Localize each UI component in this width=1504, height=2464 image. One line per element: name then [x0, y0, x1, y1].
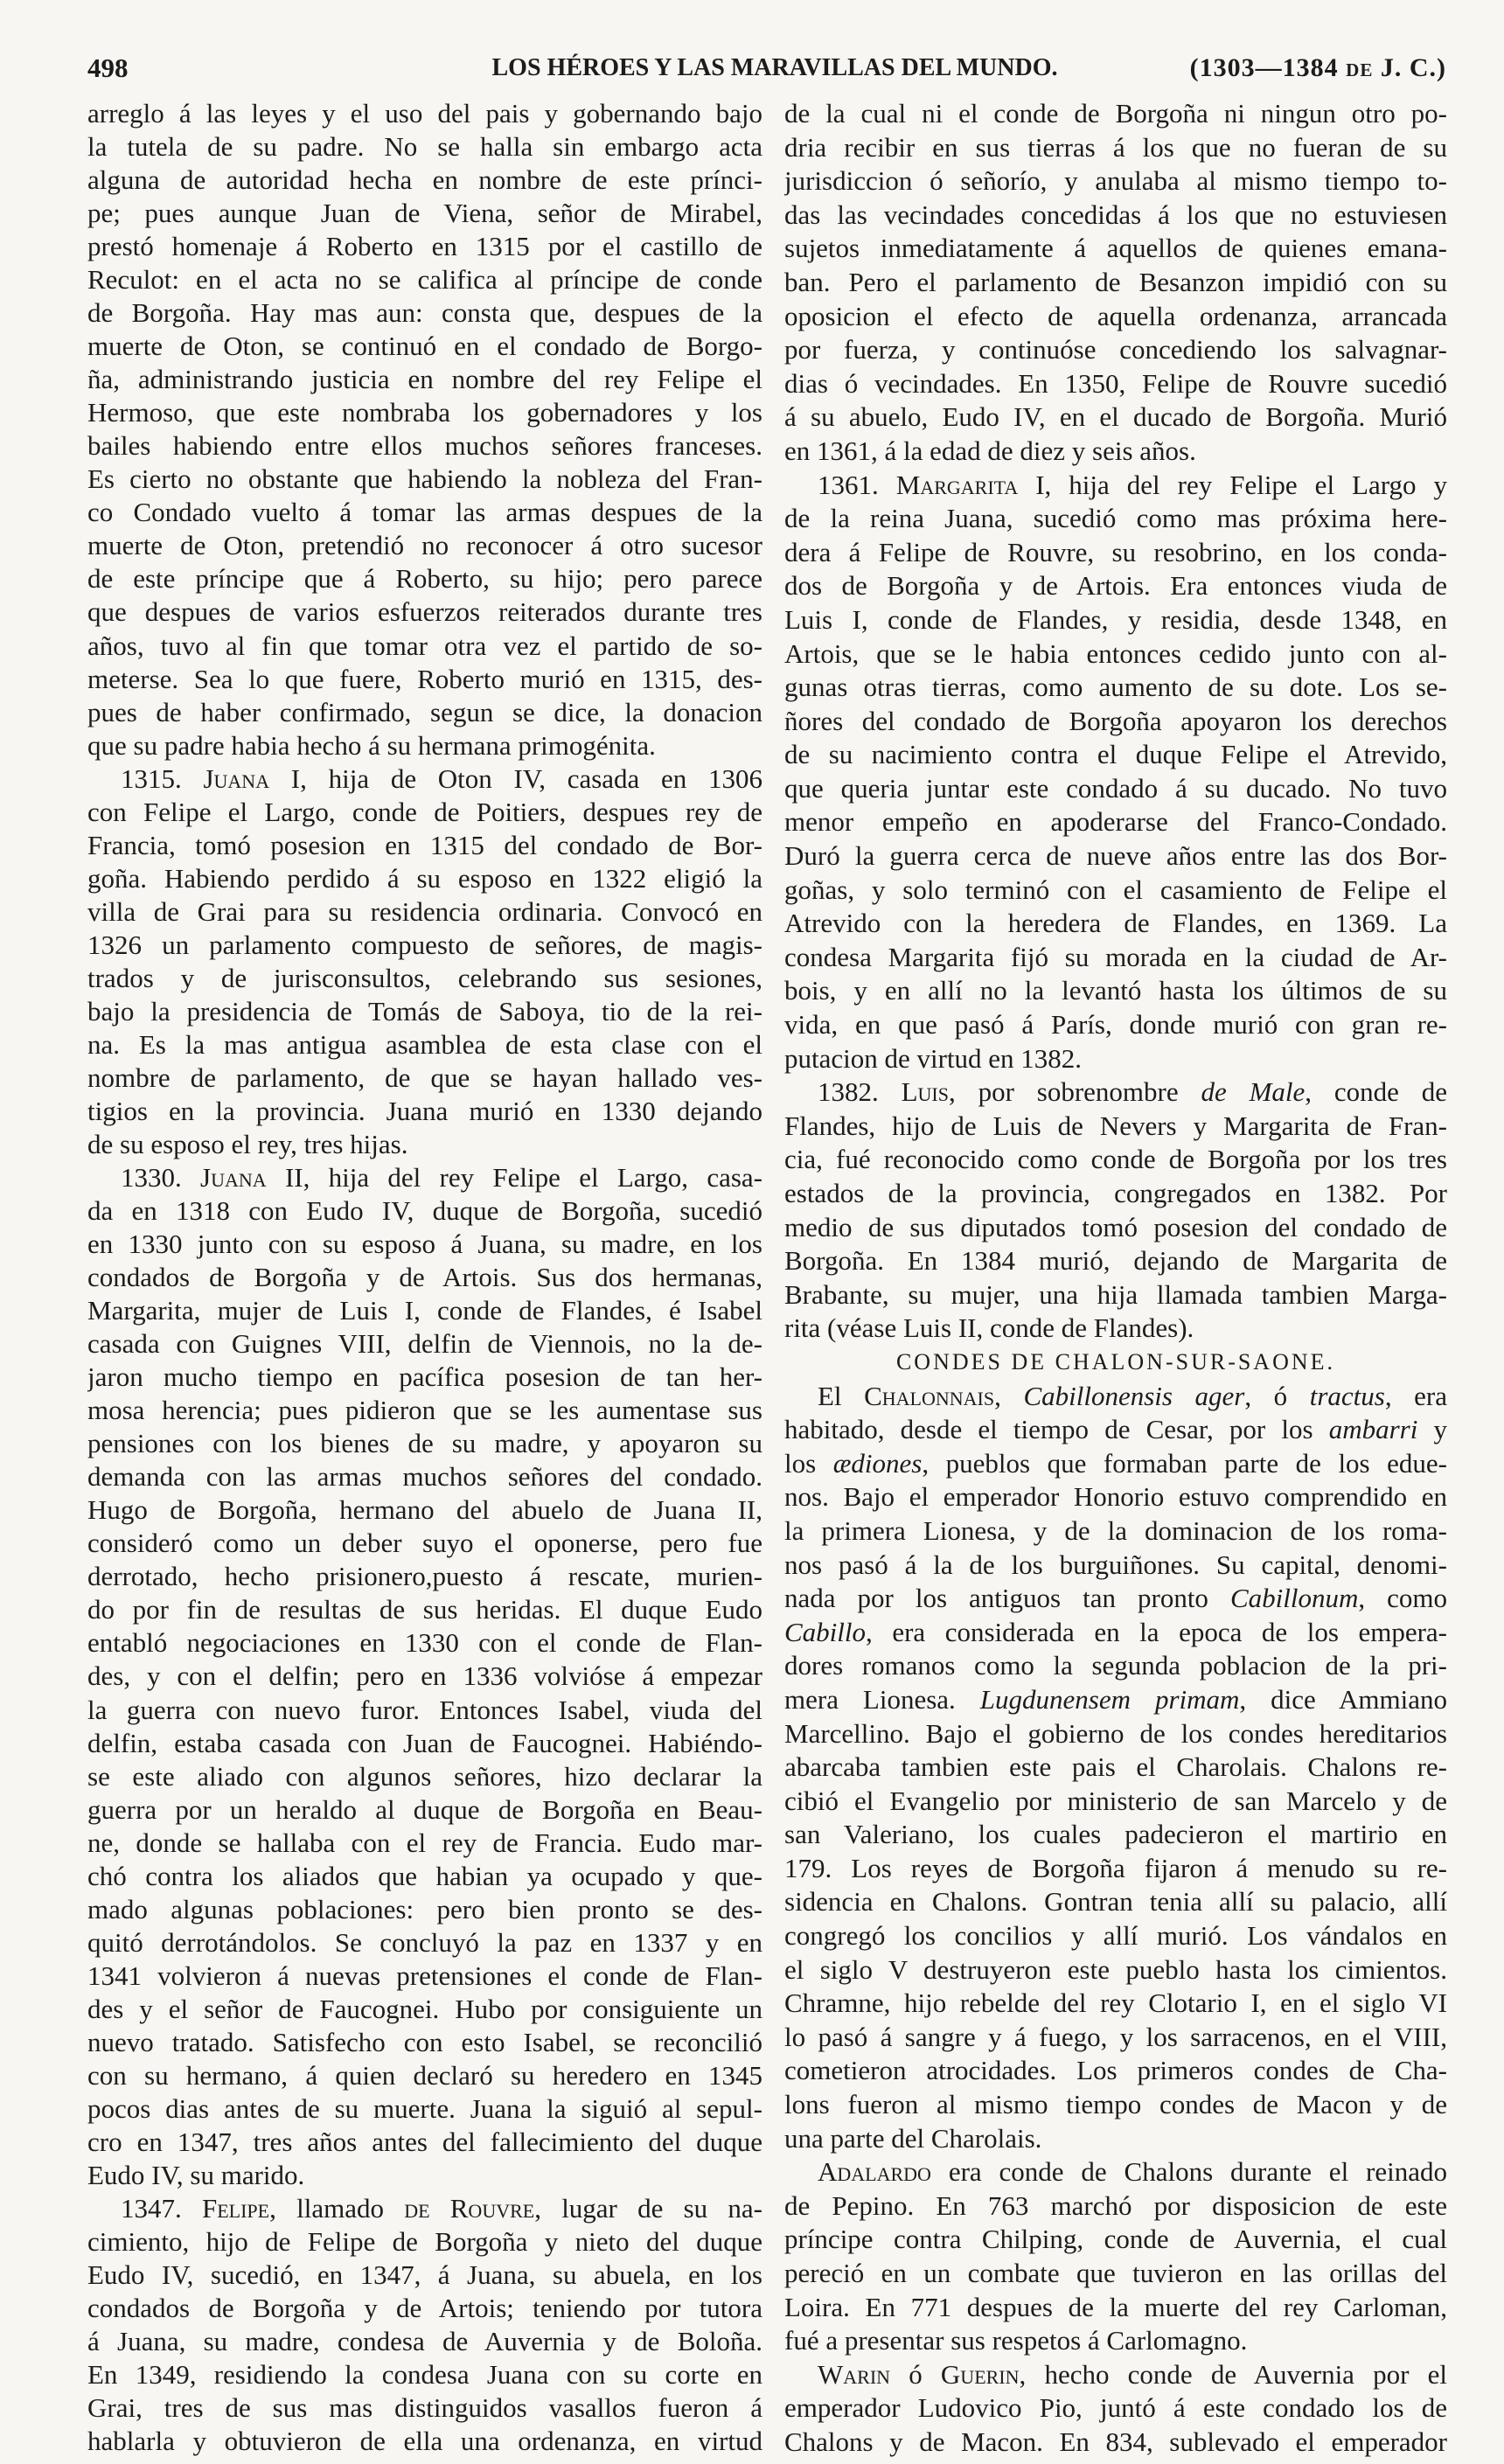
text-line: dria recibir en sus tierras á los que no fueran de su: [784, 131, 1447, 163]
text-line: sidencia en Chalons. Gontran tenia allí su palacio, allí: [784, 1886, 1447, 1918]
text-line: nos pasó á la de los burguiñones. Su capital, denomi-: [784, 1549, 1447, 1580]
italic-term: de Male: [1201, 1076, 1306, 1108]
text-line: casada con Guignes VIII, delfin de Viennois, no la de-: [87, 1328, 762, 1360]
text-line: dos de Borgoña y de Artois. Era entonces viuda de: [784, 570, 1447, 602]
text-line: Atrevido con la heredera de Flandes, en 1369. La: [784, 908, 1447, 939]
text-line: [87, 762, 762, 796]
text-line: gunas otras tierras, como aumento de su dote. Los se-: [784, 672, 1447, 703]
text-line: do por fin de resultas de sus heridas. El duque Eudo: [87, 1594, 762, 1625]
text-line: Francia, tomó posesion en 1315 del condado de Bor-: [87, 829, 762, 860]
date-range-era: de: [1346, 53, 1374, 82]
text-line: Flandes, hijo de Luis de Nevers y Margarita de Fran-: [784, 1110, 1447, 1141]
text-line: Artois, que se le habia entonces cedido junto con al-: [784, 637, 1447, 669]
italic-term: ædiones: [832, 1447, 923, 1479]
text-run: , era: [1384, 1380, 1447, 1411]
text-line: Hermoso, que este nombraba los gobernadores y los: [87, 397, 762, 428]
text-line: Grai, tres de sus mas distinguidos vasallos fueron á: [87, 2392, 762, 2424]
text-line: meterse. Sea lo que fuere, Roberto murió en 1315, des-: [87, 663, 762, 694]
text-line: Eudo IV, sucedió, en 1347, á Juana, su abuela, en los: [87, 2259, 762, 2291]
text-line: [784, 1616, 1447, 1649]
italic-term: ambarri: [1328, 1414, 1418, 1445]
text-line: pues de haber confirmado, segun se dice, la donacion: [87, 696, 762, 727]
text-run: , conde de: [1305, 1076, 1447, 1108]
text-line: guerra por un heraldo al duque de Borgoña en Beau-: [87, 1793, 762, 1825]
text-line: [87, 1161, 762, 1194]
text-line: hablarla y obtuvieron de ella una ordenanza, en virtud: [87, 2426, 762, 2457]
text-line: 179. Los reyes de Borgoña fijaron á menudo su re-: [784, 1852, 1447, 1883]
text-line: por fuerza, y continuóse concediendo los salvagnar-: [784, 334, 1447, 365]
text-line: estados de la provincia, congregados en 1382. Por: [784, 1178, 1447, 1208]
text-line: de Pepino. En 763 marchó por disposicion de este: [784, 2189, 1447, 2221]
text-line: pensiones con los bienes de su madre, y apoyaron su: [87, 1428, 762, 1459]
text-line: condesa Margarita fijó su morada en la ciudad de Ar-: [784, 941, 1447, 972]
text-run: , hija del rey Felipe el Largo y: [1044, 469, 1447, 500]
small-caps-name: de Rouvre: [404, 2192, 535, 2224]
small-caps-name: Chalonnais: [864, 1380, 995, 1411]
text-line: chó contra los aliados que habian ya ocupado y que-: [87, 1860, 762, 1891]
text-line: bajo la presidencia de Tomás de Saboya, tio de la rei-: [87, 995, 762, 1027]
text-line: delfin, estaba casada con Juan de Faucognei. Habiéndo-: [87, 1727, 762, 1758]
text-line: se este aliado con algunos señores, hizo declarar la: [87, 1760, 762, 1792]
text-run: , por sobrenombre: [949, 1076, 1201, 1108]
text-line: dias ó vecindades. En 1350, Felipe de Rouvre sucedió: [784, 367, 1447, 399]
italic-term: Lugdunensem primam: [979, 1683, 1240, 1715]
text-line: dera á Felipe de Rouvre, su resobrino, en los conda-: [784, 536, 1447, 567]
text-line: na. Es la mas antigua asamblea de esta clase con el: [87, 1028, 762, 1060]
text-line: da en 1318 con Eudo IV, duque de Borgoña, sucedió: [87, 1195, 762, 1227]
page-number: 498: [87, 52, 129, 83]
text-line: la tutela de su padre. No se halla sin embargo acta: [87, 131, 762, 163]
small-caps-name: Felipe: [201, 2192, 270, 2224]
text-line: fué a presentar sus respetos á Carlomagno.: [784, 2325, 1248, 2356]
text-line: derrotado, hecho prisionero,puesto á rescate, murien-: [87, 1561, 762, 1592]
small-caps-name: Guerin: [940, 2358, 1020, 2390]
text-line: cro en 1347, tres años antes del fallecimiento del duque: [87, 2126, 762, 2157]
text-run: , dice Ammiano: [1239, 1683, 1447, 1715]
text-line: vida, en que pasó á París, donde murió con gran re-: [784, 1009, 1447, 1041]
small-caps-name: Juana II: [200, 1162, 303, 1193]
text-line: ña, administrando justicia en nombre del rey Felipe el: [87, 364, 762, 395]
text-line: Loira. En 771 despues de la muerte del rey Carloman,: [784, 2291, 1447, 2322]
text-run: 1315.: [121, 762, 204, 794]
text-line: goñas, y solo terminó con el casamiento de Felipe el: [784, 874, 1447, 905]
text-line: emperador Ludovico Pio, juntó á este condado los de: [784, 2392, 1447, 2424]
text-line: á su abuelo, Eudo IV, en el ducado de Borgoña. Murió: [784, 401, 1447, 433]
text-line: menor empeño en apoderarse del Franco-Condado.: [784, 806, 1447, 838]
text-line: en 1361, á la edad de diez y seis años.: [784, 435, 1196, 466]
text-line: que despues de varios esfuerzos reiterados durante tres: [87, 596, 762, 628]
text-line: ban. Pero el parlamento de Besanzon impidió con su: [784, 266, 1447, 297]
text-line: en 1330 junto con su esposo á Juana, su madre, en los: [87, 1229, 762, 1260]
italic-term: tractus: [1309, 1380, 1385, 1411]
text-line: 1341 volvieron á nuevas pretensiones el conde de Flan-: [87, 1959, 762, 1991]
text-line: [784, 469, 1447, 502]
text-line: Hugo de Borgoña, hermano del abuelo de Juana II,: [87, 1494, 762, 1526]
text-line: Marcellino. Bajo el gobierno de los condes hereditarios: [784, 1717, 1447, 1749]
text-line: trados y de jurisconsultos, celebrando sus sesiones,: [87, 962, 762, 993]
text-line: de este príncipe que á Roberto, su hijo; pero parece: [87, 563, 762, 595]
small-caps-name: Margarita I: [895, 469, 1045, 500]
text-line: condados de Borgoña y de Artois. Sus dos hermanas,: [87, 1262, 762, 1293]
text-run: , lugar de su na-: [534, 2192, 762, 2224]
text-line: demanda con las armas muchos señores del condado.: [87, 1461, 762, 1493]
text-line: Margarita, mujer de Luis I, conde de Flandes, é Isabel: [87, 1295, 762, 1326]
text-line: prestó homenaje á Roberto en 1315 por el castillo de: [87, 231, 762, 262]
text-line: ñores del condado de Borgoña apoyaron los derechos: [784, 705, 1447, 736]
text-line: co Condado vuelto á tomar las armas despues de la: [87, 497, 762, 528]
text-line: que queria juntar este condado á su ducado. No tuvo: [784, 772, 1447, 804]
text-line: cimiento, hijo de Felipe de Borgoña y nieto del duque: [87, 2226, 762, 2257]
text-line: [784, 1413, 1447, 1446]
text-line: pe; pues aunque Juan de Viena, señor de Mirabel,: [87, 198, 762, 229]
text-line: putacion de virtud en 1382.: [784, 1042, 1083, 1074]
text-line: pereció en un combate que tuvieron en las orillas del: [784, 2258, 1447, 2288]
text-line: cia, fué reconocido como conde de Borgoña por los tres: [784, 1144, 1447, 1175]
text-line: quitó derrotándolos. Se concluyó la paz en 1337 y en: [87, 1926, 762, 1958]
text-line: [784, 1075, 1447, 1109]
text-line: dores romanos como la segunda poblacion de la pri-: [784, 1650, 1447, 1681]
text-run: , era considerada en la epoca de los empera-: [866, 1616, 1447, 1647]
text-line: jaron mucho tiempo en pacífica posesion de tan her-: [87, 1361, 762, 1393]
text-line: des, y con el delfin; pero en 1336 volvióse á empezar: [87, 1660, 762, 1692]
text-line: bois, y en allí no la levantó hasta los últimos de su: [784, 975, 1447, 1006]
text-line: de su esposo el rey, tres hijas.: [87, 1128, 408, 1159]
date-range: [1190, 51, 1446, 86]
text-line: mado algunas poblaciones: pero bien pronto se des-: [87, 1893, 762, 1925]
text-line: de la cual ni el conde de Borgoña ni ningun otro po-: [784, 98, 1447, 129]
text-line: de Borgoña. Hay mas aun: consta que, despues de la: [87, 297, 762, 329]
text-line: Chramne, hijo rebelde del rey Clotario I, en el siglo VI: [784, 1987, 1447, 2019]
text-line: una parte del Charolais.: [784, 2122, 1042, 2154]
text-run: , hija de Oton IV, casada en 1306: [300, 762, 762, 794]
section-heading: CONDES DE CHALON-SUR-SAONE.: [895, 1348, 1336, 1375]
text-line: Duró la guerra cerca de nueve años entre las dos Bor-: [784, 840, 1447, 872]
text-run: mera Lionesa.: [784, 1683, 980, 1715]
italic-term: Cabillonum: [1229, 1583, 1359, 1614]
text-line: con Felipe el Largo, conde de Poitiers, despues rey de: [87, 796, 762, 827]
text-run: y: [1417, 1414, 1447, 1445]
date-range-suffix: J. C.): [1380, 53, 1446, 82]
text-run: era conde de Chalons durante el reinado: [930, 2156, 1447, 2188]
text-line: sujetos inmediatamente á aquellos de quienes emana-: [784, 233, 1447, 264]
text-line: tigios en la provincia. Juana murió en 1330 dejando: [87, 1095, 762, 1126]
text-run: 1382.: [818, 1076, 902, 1108]
text-run: , ó: [1244, 1380, 1310, 1411]
text-line: rita (véase Luis II, conde de Flandes).: [784, 1312, 1194, 1344]
text-line: nombre de parlamento, de que se hayan hallado ves-: [87, 1061, 762, 1093]
text-line: [784, 2358, 1447, 2391]
small-caps-name: Adalardo: [818, 2156, 931, 2188]
text-line: Es cierto no obstante que habiendo la nobleza del Fran-: [87, 463, 762, 495]
text-line: bailes habiendo entre ellos muchos señores franceses.: [87, 430, 762, 462]
text-line: jurisdiccion ó señorío, y anulaba al mismo tiempo to-: [784, 165, 1447, 197]
text-line: con su hermano, á quien declaró su heredero en 1345: [87, 2059, 762, 2091]
text-line: nuevo tratado. Satisfecho con esto Isabel, se reconcilió: [87, 2026, 762, 2057]
text-line: san Valeriano, los cuales padecieron el martirio en: [784, 1819, 1447, 1850]
italic-term: Cabillo: [784, 1616, 867, 1647]
text-run: 1330.: [121, 1162, 201, 1193]
text-line: Eudo IV, su marido.: [87, 2159, 305, 2190]
text-line: medio de sus diputados tomó posesion del condado de: [784, 1211, 1447, 1242]
text-line: la primera Lionesa, y de la dominacion de los roma-: [784, 1514, 1447, 1546]
text-line: entabló negociaciones en 1330 con el conde de Flan-: [87, 1627, 762, 1659]
text-line: Borgoña. En 1384 murió, dejando de Margarita de: [784, 1245, 1447, 1277]
text-line: abarcaba tambien este pais el Charolais. Chalons re-: [784, 1751, 1447, 1783]
text-run: 1347.: [121, 2192, 202, 2224]
text-line: Brabante, su mujer, una hija llamada tambien Marga-: [784, 1278, 1447, 1310]
text-line: el siglo V destruyeron este pueblo hasta los cimientos.: [784, 1953, 1447, 1985]
left-text-column: [87, 97, 762, 2459]
text-line: arreglo á las leyes y el uso del pais y gobernando bajo: [87, 98, 762, 129]
text-line: [784, 1380, 1447, 1413]
text-line: [784, 1683, 1447, 1716]
text-line: mosa herencia; pues pidieron que se les aumentase sus: [87, 1395, 762, 1426]
text-line: ne, donde se hallaba con el rey de Francia. Eudo mar-: [87, 1827, 762, 1858]
text-run: , pueblos que formaban parte de los edue-: [922, 1447, 1447, 1479]
text-line: oposicion el efecto de aquella ordenanza, arrancada: [784, 300, 1447, 331]
text-run: El: [818, 1380, 865, 1411]
text-run: ,: [994, 1380, 1024, 1411]
text-line: Luis I, conde de Flandes, y residia, desde 1348, en: [784, 603, 1447, 635]
text-line: lo pasó á sangre y á fuego, y los sarracenos, en el VIII,: [784, 2021, 1447, 2052]
text-run: los: [784, 1447, 833, 1479]
right-text-column: [784, 97, 1447, 2459]
text-line: consideró como un deber suyo el oponerse, pero fue: [87, 1528, 762, 1559]
text-line: 1326 un parlamento compuesto de señores, de magis-: [87, 929, 762, 960]
text-line: Reculot: en el acta no se califica al príncipe de conde: [87, 264, 762, 296]
running-title: LOS HÉROES Y LAS MARAVILLAS DEL MUNDO.: [491, 54, 1058, 81]
small-caps-name: Luis: [901, 1076, 949, 1108]
small-caps-name: Juana I: [203, 762, 301, 794]
text-run: 1361.: [818, 469, 896, 500]
text-line: años, tuvo al fin que tomar otra vez el partido de so-: [87, 630, 762, 661]
text-line: Chalons y de Macon. En 834, sublevado el emperador: [784, 2426, 1447, 2457]
italic-term: Cabillonensis ager: [1023, 1380, 1245, 1411]
text-line: muerte de Oton, pretendió no reconocer á otro sucesor: [87, 530, 762, 561]
text-run: , hija del rey Felipe el Largo, casa-: [303, 1162, 762, 1193]
text-line: príncipe contra Chilping, conde de Auvernia, el cual: [784, 2224, 1447, 2255]
text-line: alguna de autoridad hecha en nombre de este prínci-: [87, 164, 762, 196]
text-line: á Juana, su madre, condesa de Auvernia y de Boloña.: [87, 2326, 762, 2357]
text-run: habitado, desde el tiempo de Cesar, por los: [784, 1414, 1329, 1445]
text-line: que su padre habia hecho á su hermana primogénita.: [87, 729, 656, 761]
text-line: cibió el Evangelio por ministerio de san Marcelo y de: [784, 1785, 1447, 1816]
text-line: [784, 2155, 1447, 2189]
text-run: , hecho conde de Auvernia por el: [1019, 2358, 1447, 2390]
text-line: goña. Habiendo perdido á su esposo en 1322 eligió la: [87, 862, 762, 894]
text-line: de su nacimiento contra el duque Felipe el Atrevido,: [784, 739, 1447, 770]
text-line: villa de Grai para su residencia ordinaria. Convocó en: [87, 895, 762, 927]
text-line: condados de Borgoña y de Artois; teniendo por tutora: [87, 2293, 762, 2324]
small-caps-name: Warin: [818, 2358, 891, 2390]
date-range-years: (1303—1384: [1189, 53, 1339, 82]
text-line: das las vecindades concedidas á los que no estuviesen: [784, 198, 1447, 230]
text-line: pocos dias antes de su muerte. Juana la siguió al sepul-: [87, 2092, 762, 2124]
text-run: , como: [1358, 1583, 1447, 1614]
text-line: lons fueron al mismo tiempo condes de Macon y de: [784, 2089, 1447, 2120]
text-line: [784, 1447, 1447, 1480]
text-line: congregó los concilios y allí murió. Los vándalos en: [784, 1920, 1447, 1952]
text-line: des y el señor de Faucognei. Hubo por consiguiente un: [87, 1993, 762, 2024]
text-line: [784, 1582, 1447, 1615]
text-run: nada por los antiguos tan pronto: [784, 1583, 1230, 1614]
text-line: la guerra con nuevo furor. Entonces Isabel, viuda del: [87, 1694, 762, 1725]
text-run: , llamado: [269, 2192, 405, 2224]
text-line: muerte de Oton, se continuó en el condado de Borgo-: [87, 331, 762, 362]
text-line: En 1349, residiendo la condesa Juana con su corte en: [87, 2359, 762, 2391]
text-line: [87, 2192, 762, 2225]
text-line: de la reina Juana, sucedió como mas próxima here-: [784, 503, 1447, 534]
text-line: nos. Bajo el emperador Honorio estuvo comprendido en: [784, 1481, 1447, 1513]
text-run: ó: [890, 2358, 941, 2390]
text-line: cometieron atrocidades. Los primeros condes de Cha-: [784, 2055, 1447, 2086]
